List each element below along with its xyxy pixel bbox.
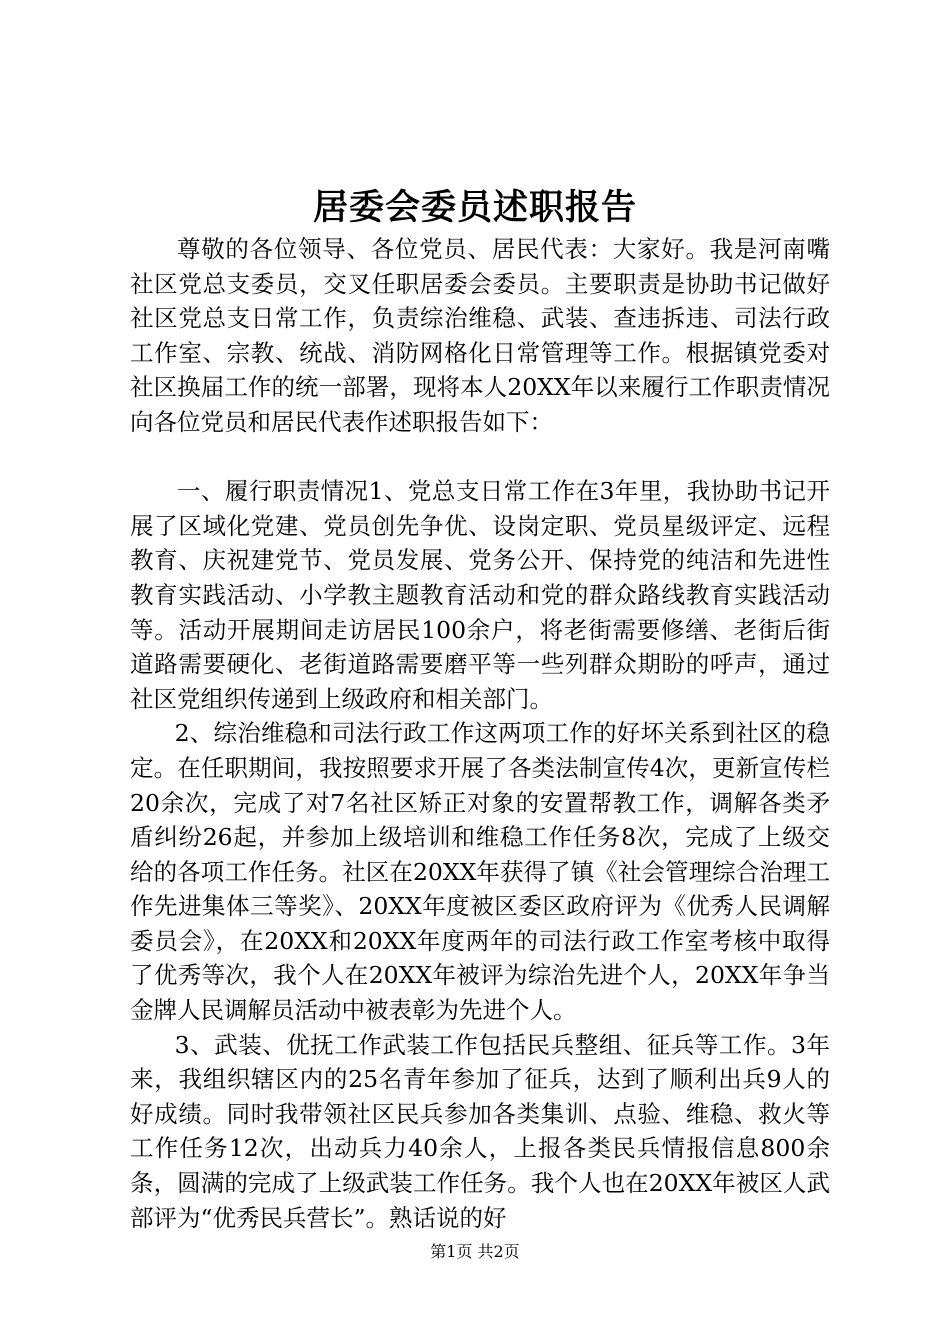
paragraph-stability: 2、综治维稳和司法行政工作这两项工作的好坏关系到社区的稳定。在任职期间，我按照要求开展了各类法制宣传4次，更新宣传栏20余次，完成了对7名社区矫正对象的安置帮教工作，调解各类矛盾纠纷26起，并参加上级培训和维稳工作任务8次，完成了上级交给的各项工作任务。社区在20XX年获得了镇《社会管理综合治理工作先进集体三等奖》、20XX年度被区委区政府评为《优秀人民调解委员会》，在20XX和20XX年度两年的司法行政工作室考核中取得了优秀等次，我个人在20XX年被评为综治先进个人，20XX年争当金牌人民调解员活动中被表彰为先进个人。	[130, 719, 830, 1025]
paragraph-military: 3、武装、优抚工作武装工作包括民兵整组、征兵等工作。3年来，我组织辖区内的25名青年参加了征兵，达到了顺利出兵9人的好成绩。同时我带领社区民兵参加各类集训、点验、维稳、救火等工作任务12次，出动兵力40余人，上报各类民兵情报信息800余条，圆满的完成了上级武装工作任务。我个人也在20XX年被区人武部评为“优秀民兵营长”。熟话说的好	[130, 1030, 830, 1232]
document-body	[130, 232, 830, 1235]
document-title: 居委会委员述职报告	[312, 187, 637, 228]
paragraph-greeting: 尊敬的各位领导、各位党员、居民代表：大家好。我是河南嘴社区党总支委员，交叉任职居委会委员。主要职责是协助书记做好社区党总支日常工作，负责综治维稳、武装、查违拆违、司法行政工作室、宗教、统战、消防网格化日常管理等工作。根据镇党委对社区换届工作的统一部署，现将本人20XX年以来履行工作职责情况向各位党员和居民代表作述职报告如下：	[130, 235, 830, 436]
page-number: 第1页 共2页	[430, 1242, 520, 1261]
paragraph-duties: 一、履行职责情况1、党总支日常工作在3年里，我协助书记开展了区域化党建、党员创先争优、设岗定职、党员星级评定、远程教育、庆祝建党节、党员发展、党务公开、保持党的纯洁和先进性教育实践活动、小学教主题教育活动和党的群众路线教育实践活动等。活动开展期间走访居民100余户，将老街需要修缮、老街后街道路需要硬化、老街道路需要磨平等一些列群众期盼的呼声，通过社区党组织传递到上级政府和相关部门。	[130, 477, 830, 713]
